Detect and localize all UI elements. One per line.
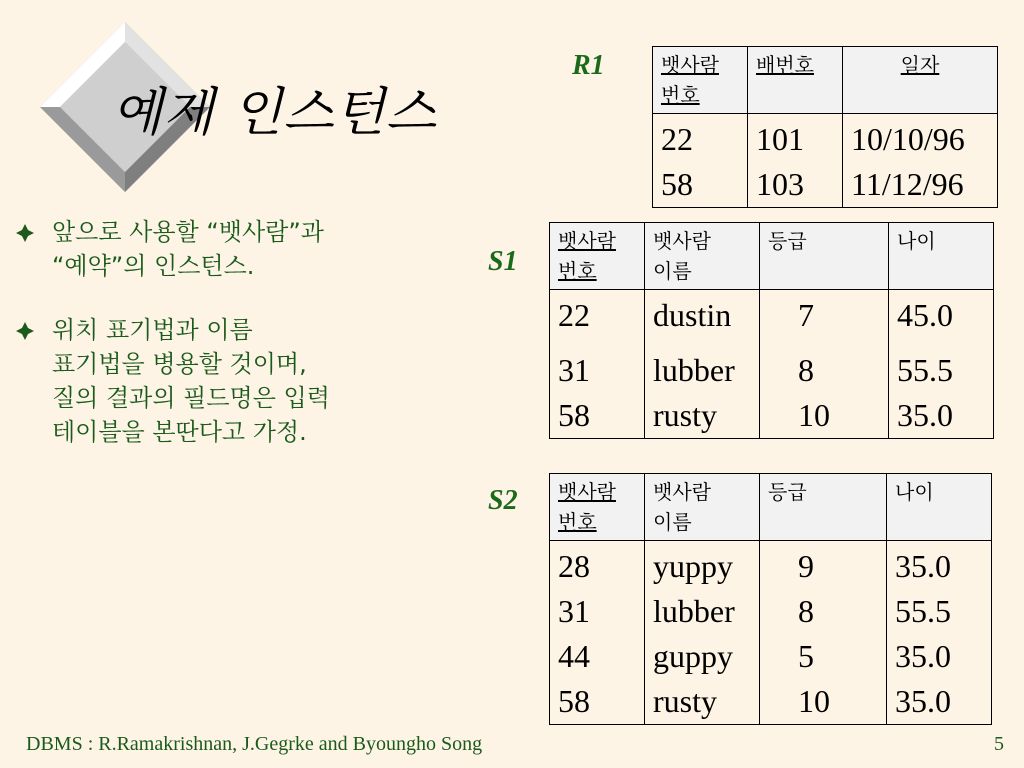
cell: 8	[760, 338, 889, 393]
footer-credit: DBMS : R.Ramakrishnan, J.Gegrke and Byoungho Song	[26, 733, 483, 755]
table-header-row	[653, 47, 998, 114]
cell: 10	[760, 679, 887, 725]
column-header: 뱃사람 번호	[550, 223, 645, 290]
table-s1	[549, 222, 994, 439]
bullet-text: 앞으로 사용할 “뱃사람”과 “예약”의 인스턴스.	[52, 218, 324, 280]
cell: rusty	[645, 393, 760, 439]
table-s2	[549, 473, 992, 725]
cell: 58	[550, 393, 645, 439]
table-row	[550, 338, 994, 393]
table-row	[550, 541, 992, 590]
bullet-text: 위치 표기법과 이름 표기법을 병용할 것이며, 질의 결과의 필드명은 입력 테이블을 본딴다고 가정.	[52, 316, 330, 446]
cell: 28	[550, 541, 645, 590]
cell: 35.0	[887, 679, 992, 725]
cell: lubber	[645, 338, 760, 393]
table-header-row	[550, 223, 994, 290]
page-number: 5	[994, 733, 1004, 755]
cell: 31	[550, 338, 645, 393]
table-row	[550, 393, 994, 439]
cell: 58	[653, 162, 748, 208]
cell: rusty	[645, 679, 760, 725]
column-header: 일자	[843, 47, 998, 114]
cell: 35.0	[889, 393, 994, 439]
cell: 10	[760, 393, 889, 439]
cell: guppy	[645, 634, 760, 679]
slide-title: 예제 인스턴스	[112, 83, 437, 143]
column-header: 뱃사람 번호	[653, 47, 748, 114]
column-header: 나이	[889, 223, 994, 290]
cell: 58	[550, 679, 645, 725]
table-r1	[652, 46, 998, 208]
column-header: 등급	[760, 223, 889, 290]
cell: 45.0	[889, 290, 994, 339]
table-label-s1: S1	[488, 246, 518, 277]
cell: 103	[748, 162, 843, 208]
cell: 10/10/96	[843, 114, 998, 163]
bullet-item	[14, 215, 454, 283]
table-row	[550, 634, 992, 679]
column-header: 배번호	[748, 47, 843, 114]
table-label-r1: R1	[572, 50, 605, 81]
cell: 35.0	[887, 541, 992, 590]
cell: 22	[653, 114, 748, 163]
cell: 5	[760, 634, 887, 679]
bullet-item	[14, 313, 454, 449]
cell: 55.5	[887, 589, 992, 634]
cell: 8	[760, 589, 887, 634]
table-row	[653, 114, 998, 163]
diamond-bullet-icon	[16, 322, 34, 340]
cell: 11/12/96	[843, 162, 998, 208]
table-row	[550, 679, 992, 725]
table-row	[653, 162, 998, 208]
column-header: 나이	[887, 474, 992, 541]
cell: 22	[550, 290, 645, 339]
diamond-bullet-icon	[16, 224, 34, 242]
table-row	[550, 589, 992, 634]
cell: lubber	[645, 589, 760, 634]
column-header: 등급	[760, 474, 887, 541]
cell: 31	[550, 589, 645, 634]
cell: 55.5	[889, 338, 994, 393]
table-row	[550, 290, 994, 339]
cell: 7	[760, 290, 889, 339]
table-header-row	[550, 474, 992, 541]
cell: dustin	[645, 290, 760, 339]
cell: 44	[550, 634, 645, 679]
table-label-s2: S2	[488, 485, 518, 516]
cell: 9	[760, 541, 887, 590]
cell: 101	[748, 114, 843, 163]
cell: 35.0	[887, 634, 992, 679]
column-header: 뱃사람 번호	[550, 474, 645, 541]
bullet-list	[14, 215, 454, 479]
cell: yuppy	[645, 541, 760, 590]
column-header: 뱃사람 이름	[645, 474, 760, 541]
column-header: 뱃사람 이름	[645, 223, 760, 290]
